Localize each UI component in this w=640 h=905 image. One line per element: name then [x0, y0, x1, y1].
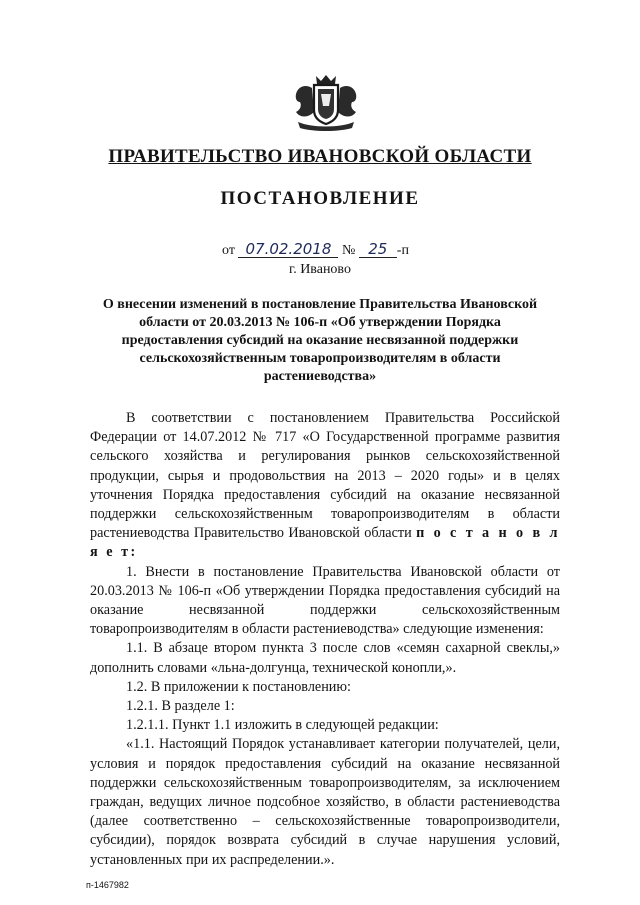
document-code: п-1467982 — [86, 880, 129, 890]
coat-of-arms-icon — [288, 72, 364, 132]
paragraph-1-2-1: 1.2.1. В разделе 1: — [126, 698, 235, 715]
paragraph-1: 1. Внести в постановление Правительства Ивановской области от 20.03.2013 № 106-п «Об утверждении Порядка предоставления субсидий на оказание несвязанной поддержки сельскохозяйственным товаропроизводителям в области растениеводства» следующие изменения: — [90, 563, 560, 638]
number-suffix: -п — [396, 243, 409, 258]
number-label: № — [341, 243, 356, 258]
paragraph-1-2: 1.2. В приложении к постановлению: — [126, 678, 351, 695]
preamble-text: В соответствии с постановлением Правительства Российской Федерации от 14.07.2012 № 717 «О Государственной программе развития сельского хозяйства и регулирования рынков сельскохозяйственной продукции, сырья и продовольствия на 2013 – 2020 годы» и в целях уточнения Порядка предоставления субсидий на оказание несвязанной поддержки сельскохозяйственным товаропроизводителям в области растениеводства Правительство Ивановской области — [90, 410, 560, 542]
city: г. Иваново — [289, 262, 351, 277]
paragraph-1-2-1-1: 1.2.1.1. Пункт 1.1 изложить в следующей редакции: — [126, 717, 439, 734]
document-body — [90, 409, 560, 870]
paragraph-1-1: 1.1. В абзаце втором пункта 3 после слов «семян сахарной свеклы,» дополнить словами «льна-долгунца, технической конопли,». — [90, 640, 560, 676]
date-prefix: от — [222, 243, 235, 258]
date-number-line — [222, 242, 409, 259]
quoted-paragraph: «1.1. Настоящий Порядок устанавливает категории получателей, цели, условия и порядок предоставления субсидий на оказание несвязанной поддержки сельскохозяйственным товаропроизводителям, за исключением граждан, ведущих личное подсобное хозяйство, в области растениеводства (далее соответственно – сельскохозяйственные товаропроизводители, субсидии), порядок возврата субсидий в случае нарушения условий, установленных при их распределении.». — [90, 736, 560, 868]
preamble-paragraph — [90, 409, 560, 563]
document-number: 25 — [359, 242, 397, 258]
government-title: ПРАВИТЕЛЬСТВО ИВАНОВСКОЙ ОБЛАСТИ — [108, 146, 532, 167]
document-date: 07.02.2018 — [238, 242, 338, 258]
resolves-word: п о с т а н о в л я е т: — [90, 525, 560, 561]
document-type: ПОСТАНОВЛЕНИЕ — [220, 188, 420, 209]
document-subject: О внесении изменений в постановление Правительства Ивановской области от 20.03.2013 № 106-п «Об утверждении Порядка предоставления субсидий на оказание несвязанной поддержки сельскохозяйственным товаропроизводителям в области растениеводства» — [102, 297, 538, 384]
